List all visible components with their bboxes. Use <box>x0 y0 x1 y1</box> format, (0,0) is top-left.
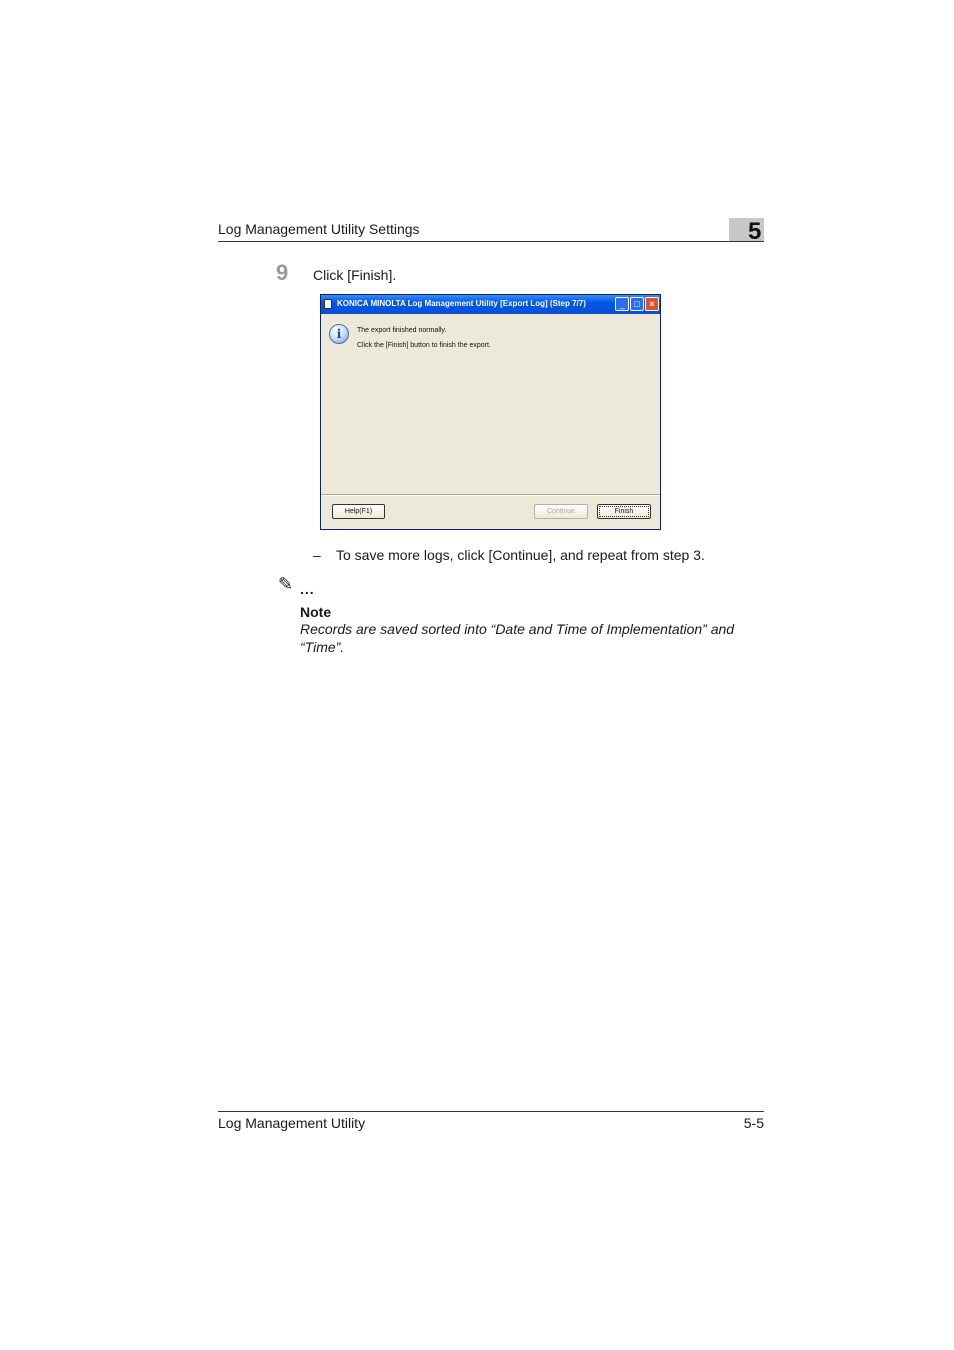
maximize-button[interactable]: □ <box>630 297 644 311</box>
minimize-button[interactable]: _ <box>615 297 629 311</box>
finish-instruction-message: Click the [Finish] button to finish the export. <box>357 342 491 349</box>
page-number: 5-5 <box>743 1115 764 1131</box>
note-dots: ... <box>300 581 315 597</box>
close-button[interactable]: × <box>645 297 659 311</box>
bullet-text: To save more logs, click [Continue], and repeat from step 3. <box>336 547 705 563</box>
step-number: 9 <box>276 260 289 285</box>
step-instruction: Click [Finish]. <box>313 267 397 283</box>
note-label: Note <box>300 604 332 620</box>
help-button[interactable]: Help(F1) <box>332 504 385 519</box>
header-title: Log Management Utility Settings <box>218 221 420 237</box>
pencil-icon: ✎ <box>278 574 294 594</box>
export-log-dialog <box>320 294 661 530</box>
footer-divider <box>218 1111 764 1112</box>
dialog-separator <box>321 494 660 496</box>
info-icon: i <box>329 324 349 344</box>
finish-button-label: Finish <box>599 506 649 517</box>
dialog-titlebar <box>321 295 660 314</box>
note-text: Records are saved sorted into “Date and Time of Implementation” and “Time”. <box>300 621 735 655</box>
dialog-title: KONICA MINOLTA Log Management Utility [Export Log] (Step 7/7) <box>337 299 586 308</box>
bullet-dash: – <box>313 547 321 563</box>
export-status-message: The export finished normally. <box>357 327 447 334</box>
footer-title: Log Management Utility <box>218 1115 366 1131</box>
continue-button[interactable]: Continue <box>534 504 588 519</box>
app-icon <box>324 299 332 309</box>
chapter-number: 5 <box>748 218 762 245</box>
finish-button[interactable] <box>597 504 651 519</box>
header-divider <box>218 241 764 242</box>
